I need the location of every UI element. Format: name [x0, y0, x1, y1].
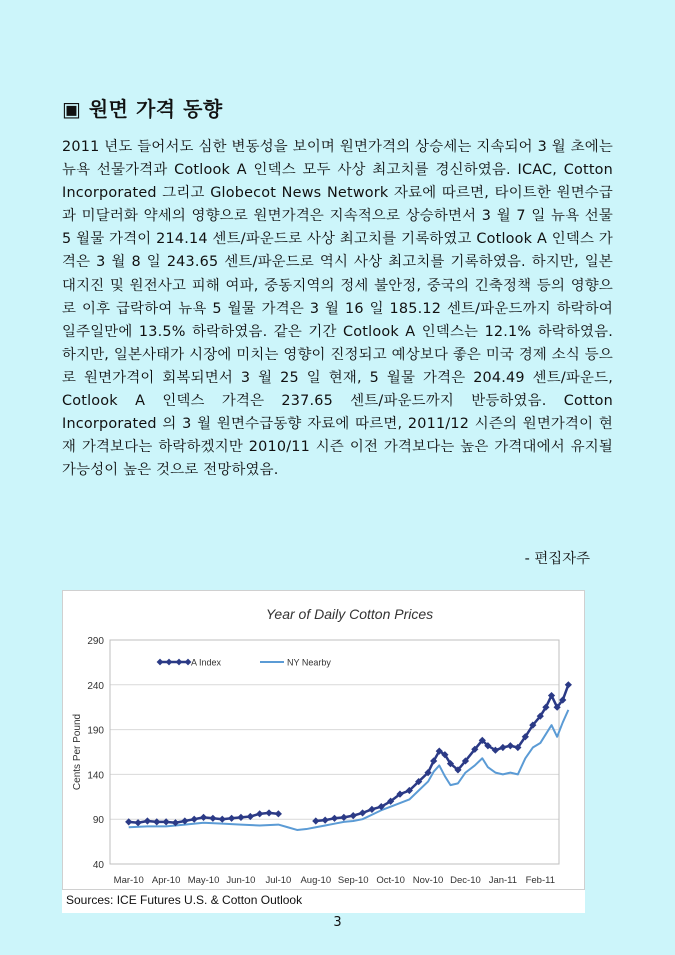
y-tick-label: 140 [87, 770, 104, 782]
chart-title: Year of Daily Cotton Prices [265, 606, 434, 622]
chart-frame [63, 591, 585, 890]
x-tick-label: Jun-10 [226, 875, 256, 886]
x-tick-label: Jan-11 [488, 875, 518, 886]
y-tick-label: 240 [87, 680, 104, 692]
x-tick-label: Jul-10 [265, 875, 292, 886]
x-tick-label: Oct-10 [376, 875, 405, 886]
y-tick-label: 90 [92, 815, 104, 827]
chart-source: Sources: ICE Futures U.S. & Cotton Outlook [66, 893, 303, 907]
legend-label-a-index: A Index [191, 657, 222, 668]
article-body: 2011 년도 들어서도 심한 변동성을 보이며 원면가격의 상승세는 지속되어 3 월 초에는 뉴욕 선물가격과 Cotlook A 인덱스 모두 사상 최고치를 경신하였음. ICAC, Cotton Incorporated 그리고 Globecot News Network 자료에 따르면, 타이트한 원면수급과 미달러화 약세의 영향으로 원면가격은 지속적으로 상승하면서 3 월 7 일 뉴욕 선물 5 월물 가격이 214.14 센트/파운드로 사상 최고치를 기록하였고 Cotlook A 인덱스 가격은 3 월 8 일 243.65 센트/파운드로 역시 사상 최고치를 기록하였음. 하지만, 일본 대지진 및 원전사고 피해 여파, 중동지역의 정세 불안정, 중국의 긴축정책 등의 영향으로 이후 급락하여 뉴욕 5 월물 가격은 3 월 16 일 185.12 센트/파운드까지 하락하여 일주일만에 13.5% 하락하였음. 같은 기간 Cotlook A 인덱스는 12.1% 하락하였음. 하지만, 일본사태가 시장에 미치는 영향이 진정되고 예상보다 좋은 미국 경제 소식 등으로 원면가격이 회복되면서 3 월 25 일 현재, 5 월물 가격은 204.49 센트/파운드, Cotlook A 인덱스 가격은 237.65 센트/파운드까지 반등하였음. Cotton Incorporated 의 3 월 원면수급동향 자료에 따르면, 2011/12 시즌의 원면가격이 현재 가격보다는 하락하겠지만 2010/11 시즌 이전 가격보다는 높은 가격대에서 유지될 가능성이 높은 것으로 전망하였음. [62, 139, 613, 479]
legend-label-ny-nearby: NY Nearby [287, 657, 331, 668]
y-axis-label: Cents Per Pound [72, 713, 83, 791]
x-tick-label: Nov-10 [412, 875, 444, 886]
x-tick-label: Feb-11 [525, 875, 555, 886]
x-tick-label: Dec-10 [450, 875, 481, 886]
x-tick-label: Aug-10 [300, 875, 332, 886]
x-tick-label: Apr-10 [151, 875, 181, 886]
cotton-price-chart [62, 590, 585, 913]
x-tick-label: Sep-10 [337, 875, 369, 886]
chart-svg [62, 590, 585, 913]
y-tick-label: 190 [87, 725, 104, 737]
section-heading: ▣ 원면 가격 동향 [62, 97, 223, 121]
x-tick-label: Mar-10 [113, 875, 144, 886]
editor-note: - 편집자주 [524, 551, 590, 567]
page-number: 3 [333, 915, 342, 930]
y-tick-label: 290 [87, 636, 104, 647]
x-tick-label: May-10 [187, 875, 220, 886]
y-tick-label: 40 [92, 860, 104, 871]
